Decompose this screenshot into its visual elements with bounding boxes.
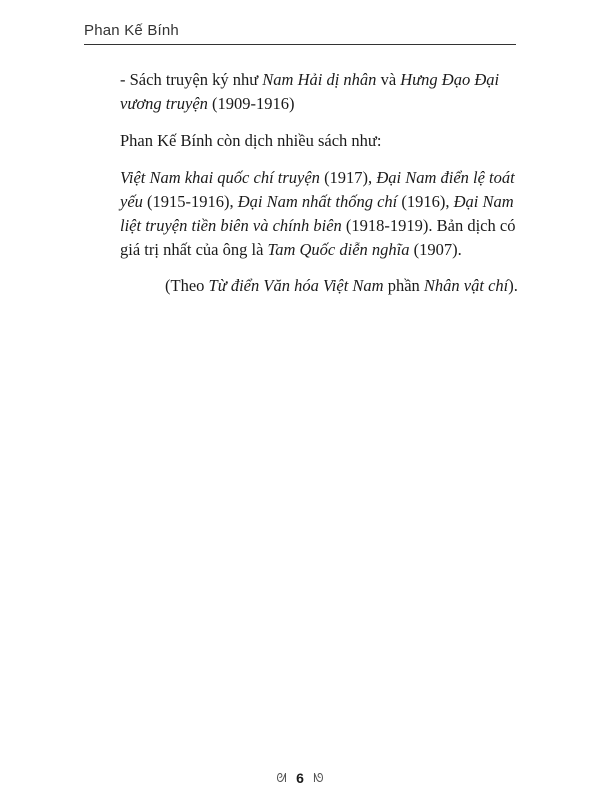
title-tu-dien-van-hoa: Từ điển Văn hóa Việt Nam	[208, 276, 384, 295]
page-number: 6	[296, 770, 304, 786]
header-author-name: Phan Kế Bính	[84, 22, 179, 39]
running-header	[84, 20, 516, 45]
text-run: (1917),	[319, 168, 377, 187]
page-body	[120, 68, 530, 262]
title-dai-nam-nhat-thong-chi: Đại Nam nhất thống chí	[237, 192, 398, 211]
text-run: - Sách truyện ký như	[120, 70, 263, 89]
title-nam-hai-di-nhan: Nam Hải dị nhân	[262, 70, 377, 89]
text-run: (1915-1916),	[142, 192, 238, 211]
text-run: ).	[508, 276, 518, 295]
ornament-left-icon: ᘛ	[276, 770, 287, 785]
title-dai-nam-liet-truyen: Đại Nam liệt truyện tiền biên và chính biên	[120, 192, 514, 235]
text-run: (1907).	[409, 240, 462, 259]
text-run: phần	[383, 276, 424, 295]
title-viet-nam-khai-quoc: Việt Nam khai quốc chí truyện	[120, 168, 320, 187]
page-footer	[0, 770, 600, 786]
title-dai-nam-dien-le: Đại Nam điển lệ toát yếu	[120, 168, 515, 211]
paragraph-translations-list	[120, 166, 530, 262]
source-citation	[165, 274, 518, 298]
text-run: (1909-1916)	[207, 94, 295, 113]
paragraph-translations-intro: Phan Kế Bính còn dịch nhiều sách như:	[120, 131, 382, 150]
title-hung-dao-dai-vuong-truyen: Hưng Đạo Đại vương truyện	[120, 70, 500, 113]
text-run: (1918-1919). Bản dịch có giá trị nhất của ông là	[120, 216, 516, 259]
text-run: (1916),	[397, 192, 454, 211]
title-tam-quoc-dien-nghia: Tam Quốc diễn nghĩa	[267, 240, 410, 259]
ornament-right-icon: ᘚ	[313, 770, 324, 785]
paragraph-works-list	[120, 68, 530, 116]
text-run: và	[376, 70, 401, 89]
title-nhan-vat-chi: Nhân vật chí	[423, 276, 509, 295]
text-run: (Theo	[165, 276, 209, 295]
